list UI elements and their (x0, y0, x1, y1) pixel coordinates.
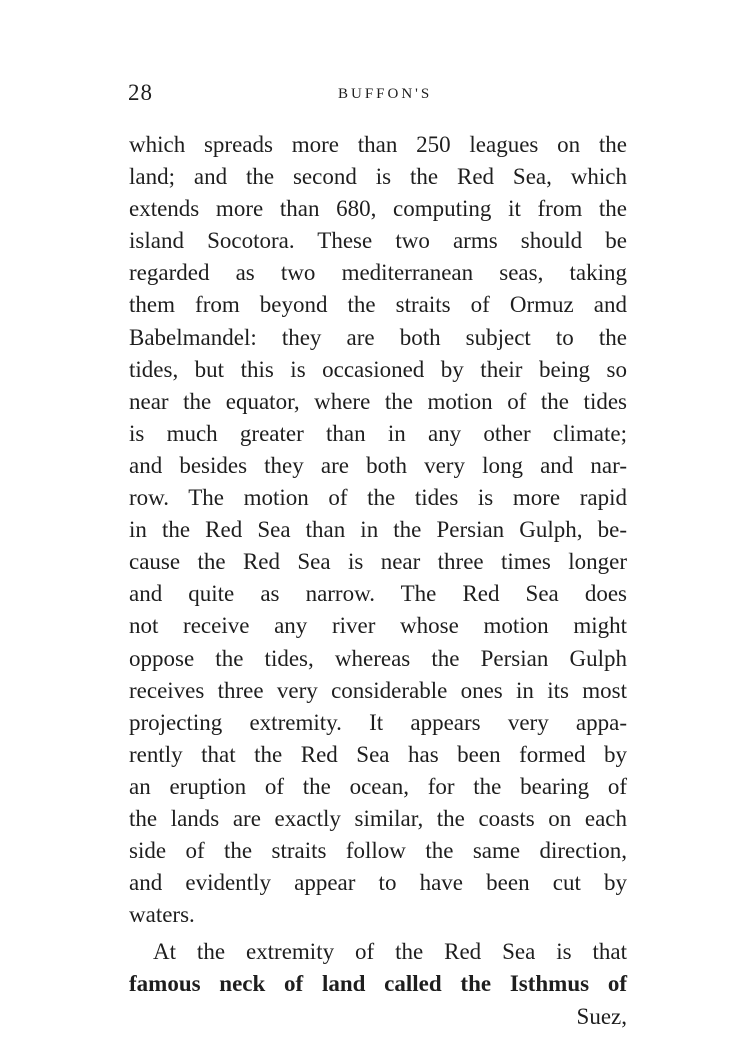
text-line: Babelmandel: they are both subject to the (129, 324, 627, 350)
text-line: tides, but this is occasioned by their being so (129, 356, 627, 382)
text-line: and quite as narrow. The Red Sea does (129, 581, 627, 607)
text-line: regarded as two mediterranean seas, taking (129, 260, 627, 286)
text-line: extends more than 680, computing it from the (129, 196, 627, 222)
body-text (129, 129, 627, 1033)
text-line: waters. (129, 902, 195, 928)
text-line: not receive any river whose motion might (129, 613, 627, 639)
text-line: oppose the tides, whereas the Persian Gulph (129, 645, 627, 671)
paragraph-2 (129, 936, 627, 1000)
text-line: projecting extremity. It appears very appa- (129, 709, 627, 735)
text-line: and evidently appear to have been cut by (129, 870, 627, 896)
text-line: cause the Red Sea is near three times longer (129, 549, 627, 575)
running-head (128, 80, 628, 110)
text-line: rently that the Red Sea has been formed by (129, 741, 627, 767)
catchword: Suez, (576, 1003, 627, 1029)
text-line: famous neck of land called the Isthmus of (129, 971, 627, 997)
text-line: island Socotora. These two arms should be (129, 228, 627, 254)
text-line: them from beyond the straits of Ormuz and (129, 292, 627, 318)
text-line: and besides they are both very long and nar- (129, 452, 627, 478)
text-line: side of the straits follow the same direction, (129, 838, 627, 864)
text-line: land; and the second is the Red Sea, which (129, 164, 627, 190)
page-number: 28 (128, 80, 153, 105)
text-line: in the Red Sea than in the Persian Gulph, be- (129, 517, 627, 543)
text-line: row. The motion of the tides is more rapid (129, 485, 627, 511)
text-line: the lands are exactly similar, the coasts on each (129, 805, 627, 831)
text-line: is much greater than in any other climate; (129, 420, 627, 446)
paragraph-1 (129, 129, 627, 931)
text-line: receives three very considerable ones in its most (129, 677, 627, 703)
text-line: At the extremity of the Red Sea is that (153, 939, 627, 965)
text-line: an eruption of the ocean, for the bearing of (129, 773, 627, 799)
running-title: BUFFON'S (338, 86, 433, 102)
text-line: near the equator, where the motion of the tides (129, 388, 627, 414)
text-line: which spreads more than 250 leagues on the (129, 132, 627, 157)
